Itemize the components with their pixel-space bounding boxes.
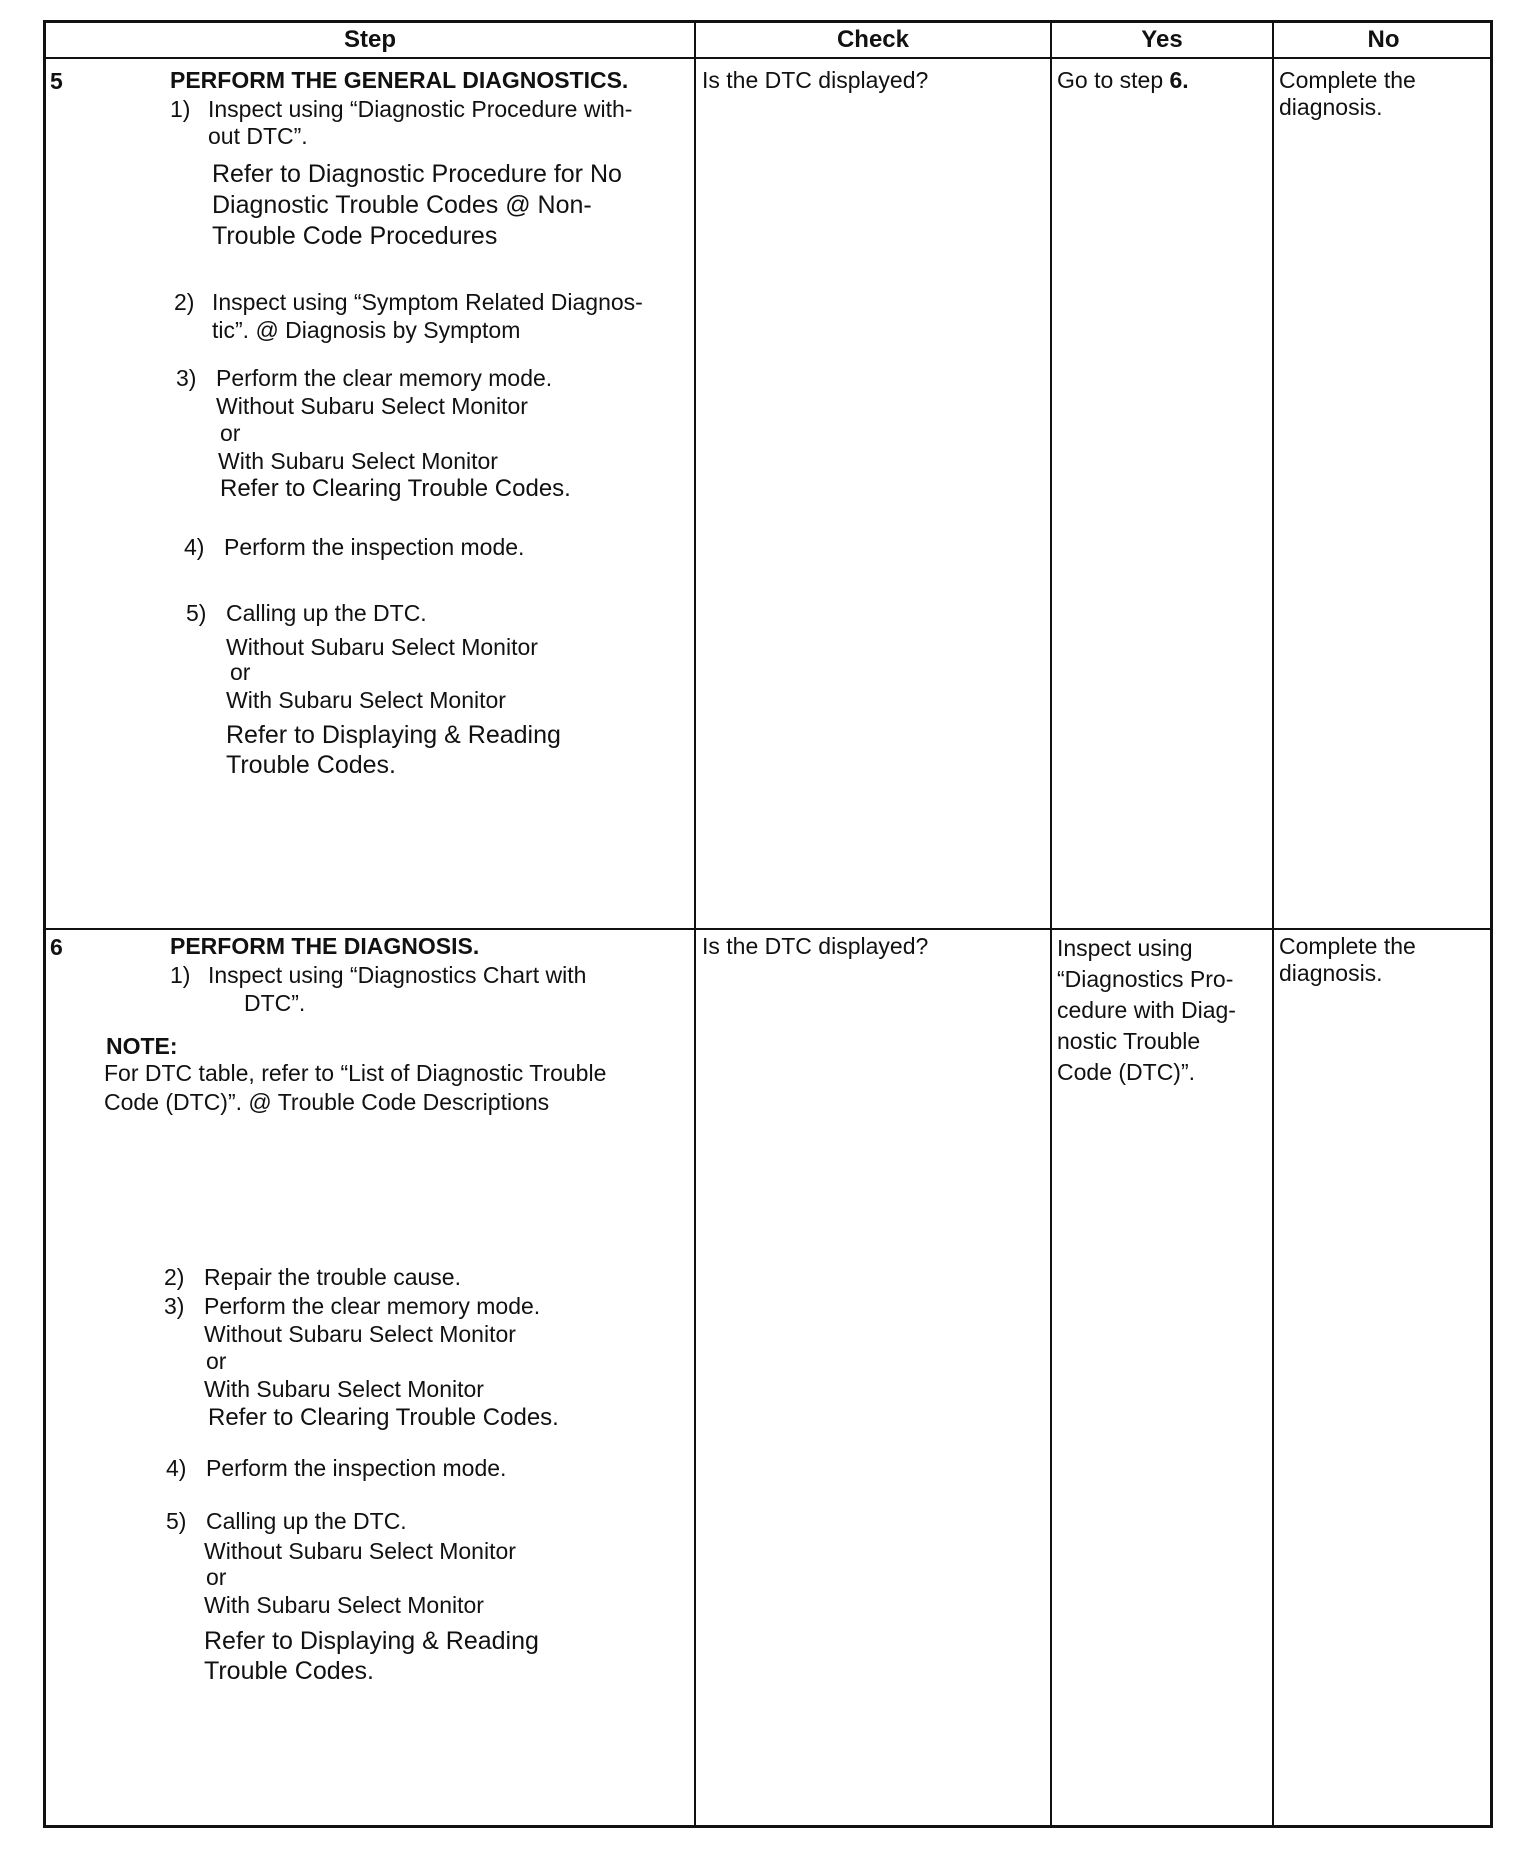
column-divider xyxy=(1050,23,1052,1825)
substep-text: With Subaru Select Monitor xyxy=(218,448,498,474)
note-text: Code (DTC)”. @ Trouble Code Descriptions xyxy=(104,1089,550,1115)
substep-number: 5) xyxy=(186,600,207,626)
header-step: Step xyxy=(343,26,396,53)
substep-number: 1) xyxy=(170,96,191,122)
header-check: Check xyxy=(836,26,910,53)
substep-text: Calling up the DTC. xyxy=(226,600,427,626)
substep-text: Repair the trouble cause. xyxy=(204,1264,461,1290)
yes-cell: Inspect using “Diagnostics Pro-cedure with Diag-nostic Trouble Code (DTC)”. xyxy=(1057,935,1236,1085)
substep-text: Calling up the DTC. xyxy=(206,1508,407,1534)
substep-text: Perform the clear memory mode. xyxy=(216,365,553,391)
substep-text: or xyxy=(206,1348,227,1374)
note-text: For DTC table, refer to “List of Diagnostic Trouble xyxy=(104,1060,607,1086)
substep-text: Inspect using “Diagnostic Procedure with- xyxy=(208,96,633,122)
substep-text: or xyxy=(220,420,241,446)
step-number: 5 xyxy=(50,68,63,94)
check-cell: Is the DTC displayed? xyxy=(702,933,929,959)
reference-text: Diagnostic Trouble Codes @ Non- xyxy=(212,191,592,219)
row-divider xyxy=(46,928,1490,930)
reference-text: Refer to Displaying & Reading xyxy=(204,1627,539,1655)
substep-text: DTC”. xyxy=(244,990,306,1016)
substep-number: 5) xyxy=(166,1508,187,1534)
substep-text: Refer to Clearing Trouble Codes. xyxy=(220,475,571,502)
substep-text: or xyxy=(206,1564,227,1590)
reference-text: Trouble Codes. xyxy=(204,1657,374,1685)
substep-text: With Subaru Select Monitor xyxy=(204,1376,484,1402)
substep-text: With Subaru Select Monitor xyxy=(226,687,506,713)
substep-number: 2) xyxy=(174,289,195,315)
substep-number: 1) xyxy=(170,962,191,988)
substep-text: or xyxy=(230,659,251,685)
substep-text: Inspect using “Diagnostics Chart with xyxy=(208,962,587,988)
substep-number: 4) xyxy=(166,1455,187,1481)
substep-number: 3) xyxy=(164,1293,185,1319)
column-divider xyxy=(694,23,696,1825)
substep-text: Without Subaru Select Monitor xyxy=(226,634,538,660)
step-title: PERFORM THE GENERAL DIAGNOSTICS. xyxy=(170,67,629,93)
column-divider xyxy=(1272,23,1274,1825)
yes-text: Go to step xyxy=(1057,67,1170,93)
substep-text: Without Subaru Select Monitor xyxy=(204,1538,516,1564)
step-number: 6 xyxy=(50,934,63,960)
substep-text: Perform the inspection mode. xyxy=(224,534,525,560)
reference-text: Trouble Code Procedures xyxy=(212,222,498,250)
header-no: No xyxy=(1367,26,1400,53)
substep-text: out DTC”. xyxy=(208,123,308,149)
substep-text: With Subaru Select Monitor xyxy=(204,1592,484,1618)
substep-text: Without Subaru Select Monitor xyxy=(204,1321,516,1347)
substep-number: 3) xyxy=(176,365,197,391)
substep-text: Refer to Clearing Trouble Codes. xyxy=(208,1404,559,1431)
substep-text: Without Subaru Select Monitor xyxy=(216,393,528,419)
substep-text: tic”. @ Diagnosis by Symptom xyxy=(212,317,521,343)
substep-number: 2) xyxy=(164,1264,185,1290)
check-cell: Is the DTC displayed? xyxy=(702,67,929,93)
reference-text: Refer to Displaying & Reading xyxy=(226,721,561,749)
step-title: PERFORM THE DIAGNOSIS. xyxy=(170,933,480,959)
substep-text: Perform the inspection mode. xyxy=(206,1455,507,1481)
diagnostic-table xyxy=(43,20,1493,1828)
yes-cell xyxy=(1057,67,1189,94)
reference-text: Refer to Diagnostic Procedure for No xyxy=(212,160,622,188)
no-cell: Complete the diagnosis. xyxy=(1279,933,1416,986)
note-label: NOTE: xyxy=(106,1033,178,1059)
reference-text: Trouble Codes. xyxy=(226,751,396,779)
yes-step-link: 6. xyxy=(1169,67,1189,93)
no-cell: Complete the diagnosis. xyxy=(1279,67,1416,120)
substep-number: 4) xyxy=(184,534,205,560)
substep-text: Inspect using “Symptom Related Diagnos- xyxy=(212,289,643,315)
header-yes: Yes xyxy=(1141,26,1183,53)
substep-text: Perform the clear memory mode. xyxy=(204,1293,541,1319)
